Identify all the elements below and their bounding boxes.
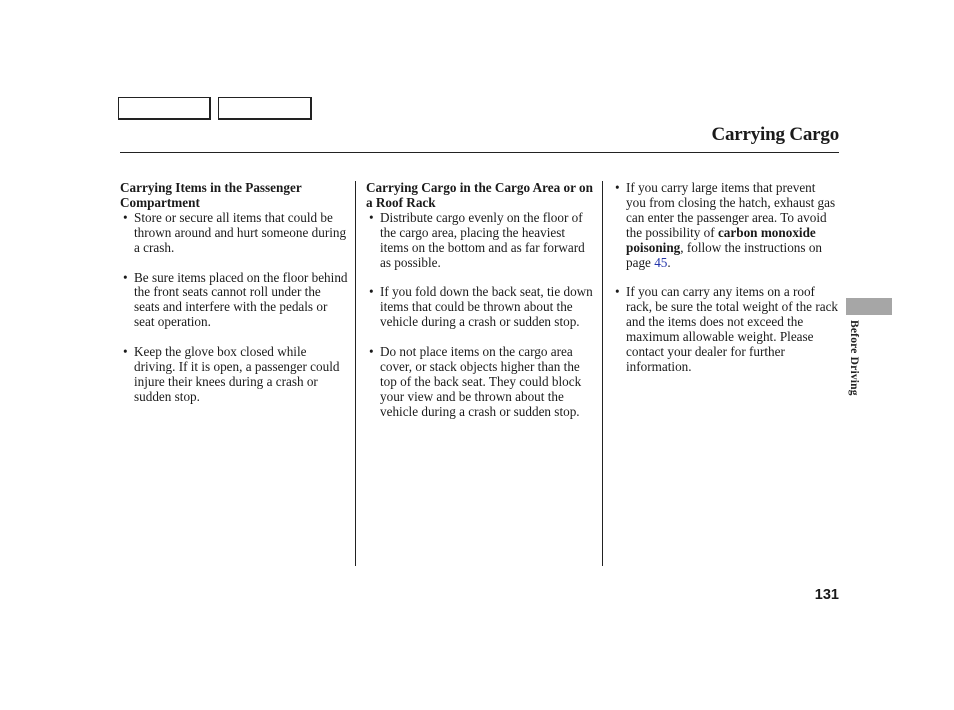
list-item: • Do not place items on the cargo area cover, or stack objects higher than the top of the back seat. They could block your view and be thrown about the vehicle during a crash or sudden stop. [366, 345, 594, 420]
list-item: • Be sure items placed on the floor behind the front seats cannot roll under the seats and interfere with the pedals or seat operation. [120, 271, 348, 331]
bullet-text: . [667, 254, 671, 270]
column-large-items [612, 181, 838, 390]
page-title: Carrying Cargo [711, 124, 839, 145]
page-reference-link[interactable]: 45 [654, 254, 668, 270]
section-tab-label: Before Driving [848, 320, 860, 396]
section-heading: Carrying Cargo in the Cargo Area or on a Roof Rack [366, 180, 593, 210]
section-tab[interactable] [846, 298, 892, 315]
list-item: • Distribute cargo evenly on the floor of the cargo area, placing the heaviest items on the bottom and as far forward as possible. [366, 211, 594, 271]
bullet-text: , follow the instructions on page [626, 239, 823, 270]
bullet-list [612, 181, 838, 375]
list-item: • If you fold down the back seat, tie down items that could be thrown about the vehicle during a crash or sudden stop. [366, 285, 594, 330]
section-heading: Carrying Items in the Passenger Compartment [120, 180, 302, 210]
column-divider [355, 181, 356, 566]
list-item [612, 181, 838, 270]
bullet-list [366, 211, 594, 420]
warning-term: carbon monoxide poisoning [626, 224, 816, 255]
bullet-list [120, 211, 348, 405]
page-number: 131 [814, 587, 839, 603]
list-item: • If you can carry any items on a roof rack, be sure the total weight of the rack and the items does not exceed the maximum allowable weight. Please contact your dealer for further information. [612, 285, 838, 374]
list-item: • Keep the glove box closed while driving. If it is open, a passenger could injure their knees during a crash or sudden stop. [120, 345, 348, 405]
column-cargo-area [366, 181, 594, 435]
list-item: • Store or secure all items that could be thrown around and hurt someone during a crash. [120, 211, 348, 256]
bullet-text: If you carry large items that prevent you from closing the hatch, exhaust gas can enter the passenger area. To avoid the possibility of [626, 180, 836, 240]
title-divider [120, 152, 839, 153]
nav-button-1[interactable] [118, 97, 211, 120]
nav-button-2[interactable] [218, 97, 312, 120]
column-passenger-compartment [120, 181, 348, 420]
column-divider [602, 181, 603, 566]
